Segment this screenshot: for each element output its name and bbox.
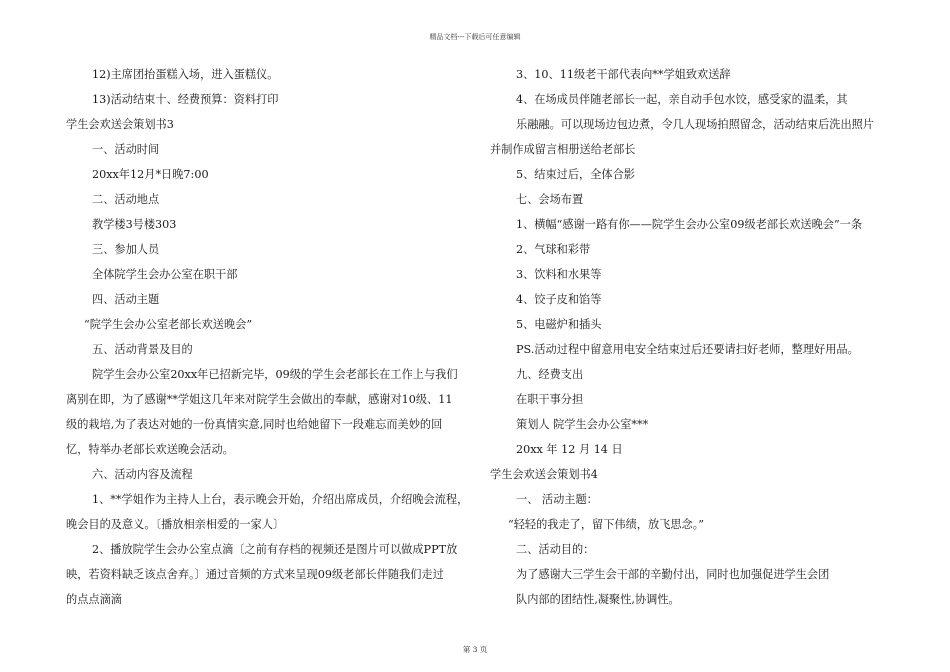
text-line: 晚会目的及意义。〔播放相亲相爱的一家人〕 [66,518,285,531]
heading: 七、会场布置 [516,193,584,206]
text-line: 20xx年12月*日晚7:00 [92,168,209,181]
text-line: 5、电磁炉和插头 [516,318,602,331]
heading: 二、活动地点 [92,193,160,206]
text-line: 5、结束过后，全体合影 [516,168,635,181]
text-line: PS.活动过程中留意用电安全结束过后还要请扫好老师，整理好用品。 [516,343,859,356]
heading: 三、参加人员 [92,243,160,256]
text-line: 1、**学姐作为主持人上台，表示晚会开始，介绍出席成员，介绍晚会流程， [92,493,469,506]
page-header: 精品文档---下载后可任意编辑 [429,33,521,41]
text-line: 3、饮料和水果等 [516,268,602,281]
text-line: 的点点滴滴 [66,593,122,606]
text-line: 忆，特举办老部长欢送晚会活动。 [66,443,234,456]
date-line: 20xx 年 12 月 14 日 [516,443,623,456]
section-title: 学生会欢送会策划书4 [490,468,598,481]
page-number: 第 3 页 [462,645,488,654]
heading: 五、活动背景及目的 [92,343,193,356]
text-line: 并制作成留言相册送给老部长 [490,143,636,156]
text-line: 2、气球和彩带 [516,243,591,256]
text-line: 为了感谢大三学生会干部的辛勤付出，同时也加强促进学生会团 [516,568,830,581]
text-line: 映，若资料缺乏该点舍弃。〕通过音频的方式来呈现09级老部长伴随我们走过 [66,568,444,581]
text-line: 队内部的团结性,凝聚性,协调性。 [516,593,680,606]
text-line: 4、在场成员伴随老部长一起，亲自动手包水饺，感受家的温柔，其 [516,93,848,106]
heading: 一、活动时间 [92,143,160,156]
heading: 一、 活动主题： [516,493,598,506]
text-line: “轻轻的我走了，留下伟绩，放飞思念。” [508,518,705,531]
text-line: 3、10、11级老干部代表向**学姐致欢送辞 [516,68,731,81]
text-line: 乐融融。可以现场边包边煮，令几人现场拍照留念，活动结束后洗出照片 [516,118,875,131]
text-line: 2、播放院学生会办公室点滴〔之前有存档的视频还是图片可以做成PPT放 [92,543,458,556]
text-line: 在职干事分担 [516,393,584,406]
text-line: 12)主席团抬蛋糕入场，进入蛋糕仪。 [92,68,279,81]
text-line: 策划人 院学生会办公室*** [516,418,649,431]
text-line: 教学楼3号楼303 [92,218,177,231]
text-line: 1、横幅“感谢一路有你——院学生会办公室09级老部长欢送晚会”一条 [516,218,863,231]
text-line: 13)活动结束十、经费预算：资料打印 [92,93,279,106]
text-line: 全体院学生会办公室在职干部 [92,268,238,281]
text-line: 级的栽培,为了表达对她的一份真情实意,同时也给她留下一段难忘而美妙的回 [66,418,443,431]
text-line: 离别在即，为了感谢**学姐这几年来对院学生会做出的奉献，感谢对10级、11 [66,393,453,406]
text-line: 院学生会办公室20xx年已招新完毕，09级的学生会老部长在工作上与我们 [92,368,458,381]
heading: 二、活动目的： [516,543,595,556]
text-line: “院学生会办公室老部长欢送晚会” [84,318,253,331]
heading: 四、活动主题 [92,293,160,306]
section-title: 学生会欢送会策划书3 [66,118,174,131]
text-line: 4、饺子皮和馅等 [516,293,602,306]
heading: 九、经费支出 [516,368,584,381]
heading: 六、活动内容及流程 [92,468,193,481]
